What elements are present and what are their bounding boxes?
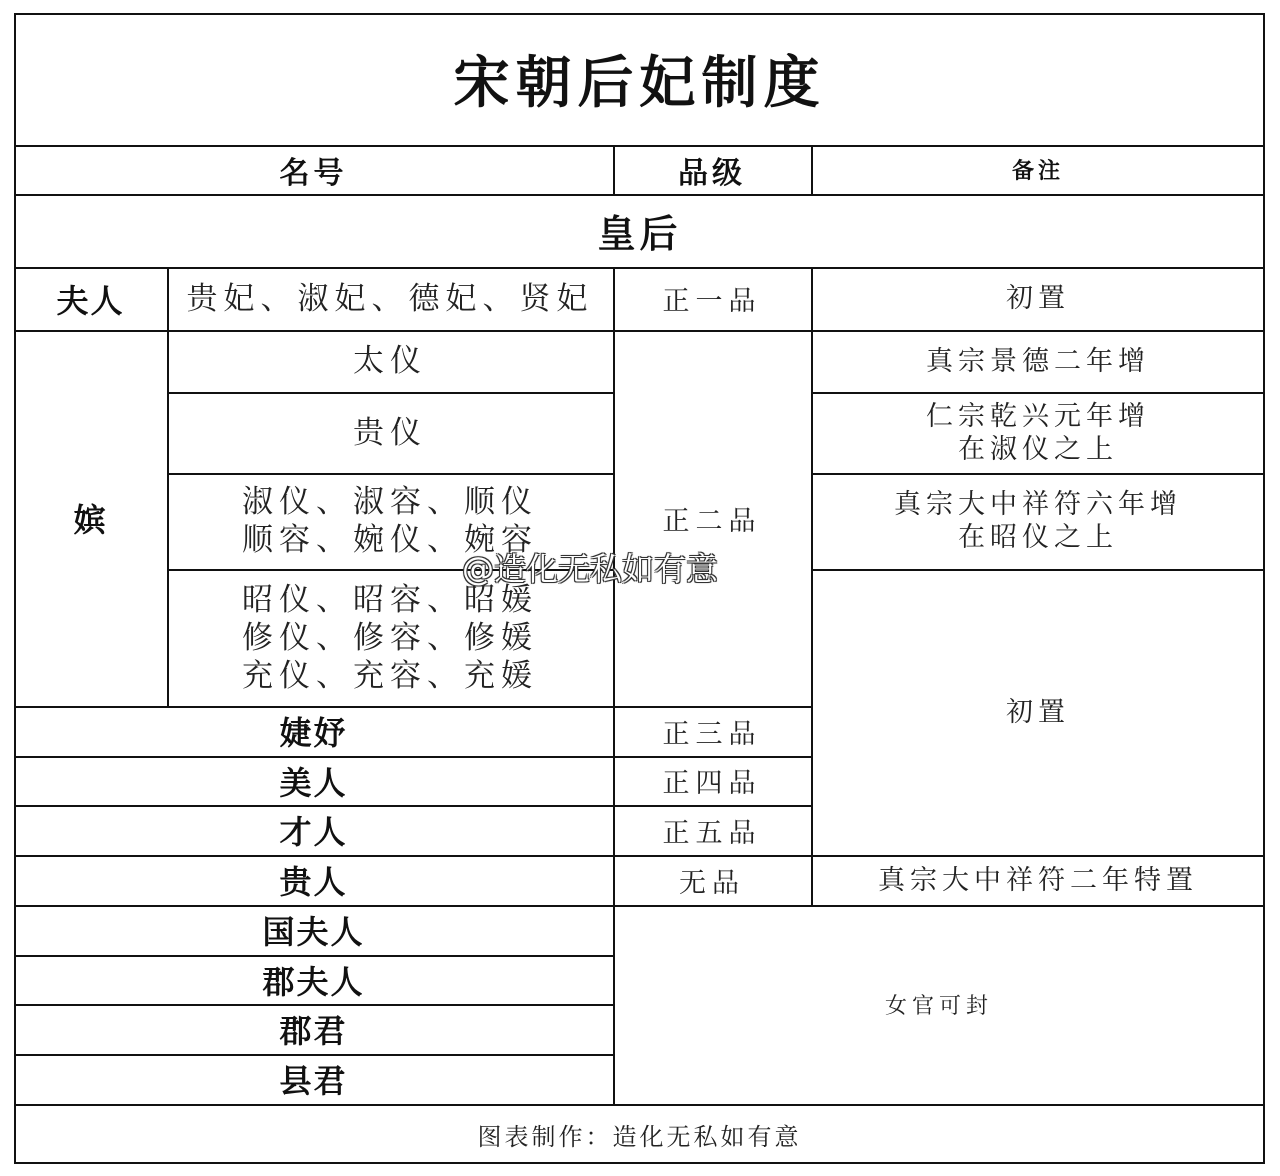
rank-level-guiren: 无品 xyxy=(679,867,745,899)
pin-names-3: 淑仪、淑容、顺仪 顺容、婉仪、婉容 xyxy=(242,484,538,558)
header-rank: 品级 xyxy=(678,155,746,191)
footer-credit: 图表制作：造化无私如有意 xyxy=(477,1122,802,1151)
watermark-text: @造化无私如有意 xyxy=(462,550,719,588)
pin-note-1: 真宗景德二年增 xyxy=(926,345,1150,377)
category-pin: 嫔 xyxy=(73,501,108,539)
pin-names-1: 太仪 xyxy=(353,343,427,379)
title-xianjun: 县君 xyxy=(279,1062,348,1100)
rank-note-guiren: 真宗大中祥符二年特置 xyxy=(878,864,1198,896)
title-junfuren: 郡夫人 xyxy=(262,962,365,1001)
furen-rank: 正一品 xyxy=(662,286,762,317)
pin-rank: 正二品 xyxy=(662,505,762,537)
header-note: 备注 xyxy=(1011,159,1064,184)
rank-name-meiren: 美人 xyxy=(279,763,348,802)
category-furen: 夫人 xyxy=(56,281,125,320)
rank-level-jieyu: 正三品 xyxy=(662,718,762,750)
rank-name-cairen: 才人 xyxy=(279,813,348,851)
pin-note-2: 仁宗乾兴元年增 在淑仪之上 xyxy=(926,400,1150,465)
rank-level-cairen: 正五品 xyxy=(662,817,762,849)
rank-name-jieyu: 婕妤 xyxy=(279,714,348,752)
pin-names-4: 昭仪、昭容、昭媛 修仪、修容、修媛 充仪、充容、充媛 xyxy=(242,581,538,694)
noble-note: 女官可封 xyxy=(884,994,993,1019)
page-title: 宋朝后妃制度 xyxy=(453,51,826,116)
pin-note-3: 真宗大中祥符六年增 在昭仪之上 xyxy=(894,489,1182,553)
pin-names-2: 贵仪 xyxy=(353,414,427,451)
furen-names: 贵妃、淑妃、德妃、贤妃 xyxy=(186,280,594,317)
title-guofuren: 国夫人 xyxy=(262,913,365,951)
rank-name-guiren: 贵人 xyxy=(279,863,348,901)
rank-level-meiren: 正四品 xyxy=(662,768,762,799)
empress-row: 皇后 xyxy=(597,212,682,256)
shared-note: 初置 xyxy=(1006,696,1070,728)
header-name: 名号 xyxy=(279,155,348,191)
title-junjun: 郡君 xyxy=(279,1012,348,1050)
furen-note: 初置 xyxy=(1006,283,1070,314)
